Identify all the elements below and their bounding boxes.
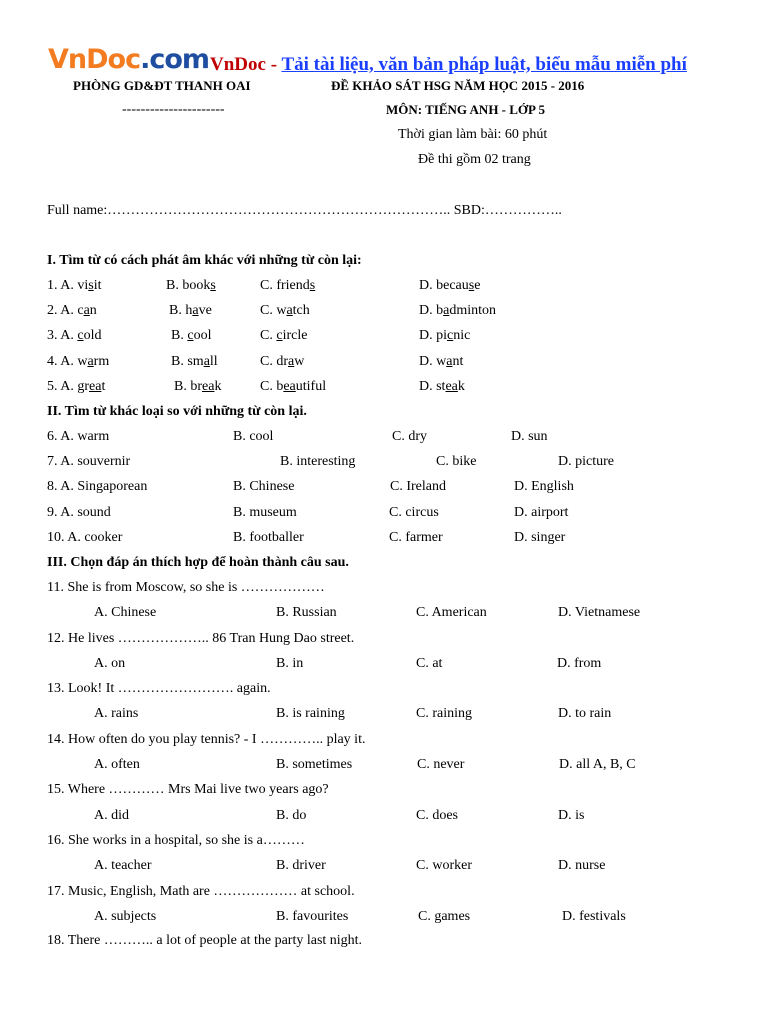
option-a: 10. A. cooker xyxy=(47,529,123,545)
option-b: B. have xyxy=(169,303,212,319)
option-a: 4. A. warm xyxy=(47,353,110,369)
option-c: C. does xyxy=(416,807,458,823)
option-c: C. circle xyxy=(260,328,308,344)
question-18: 18. There ……….. a lot of people at the party last night. xyxy=(47,933,363,948)
option-c: C. circus xyxy=(389,504,439,520)
option-b: B. cool xyxy=(233,429,274,444)
option-d: D. English xyxy=(514,479,574,495)
option-a: 2. A. can xyxy=(47,303,97,319)
exam-pages: Đề thi gồm 02 trang xyxy=(418,152,531,167)
question-text: 15. Where ………… Mrs Mai live two years ago? xyxy=(47,782,329,798)
option-c: C. Ireland xyxy=(390,479,446,495)
option-a: 8. A. Singaporean xyxy=(47,479,148,495)
option-a: 5. A. great xyxy=(47,378,106,394)
option-c: C. farmer xyxy=(389,529,443,545)
option-d: D. picnic xyxy=(419,328,471,344)
header-divider: ---------------------- xyxy=(122,102,225,117)
option-d: D. steak xyxy=(419,378,465,394)
site-banner xyxy=(210,53,687,77)
option-b: B. driver xyxy=(276,858,326,874)
option-b: B. in xyxy=(276,655,304,671)
option-c: C. friends xyxy=(260,278,316,293)
banner-brand: VnDoc - xyxy=(210,54,282,75)
option-d: D. picture xyxy=(558,454,614,470)
option-d: D. festivals xyxy=(562,908,626,924)
option-b: B. favourites xyxy=(276,908,349,924)
option-b: B. cool xyxy=(171,328,212,344)
option-c: C. beautiful xyxy=(260,378,327,394)
exam-title: ĐỀ KHẢO SÁT HSG NĂM HỌC 2015 - 2016 xyxy=(331,78,585,93)
option-d: D. because xyxy=(419,278,481,293)
option-c: C. dry xyxy=(392,429,427,444)
question-text: 17. Music, English, Math are ……………… at school. xyxy=(47,883,355,899)
section-1-heading: I. Tìm từ có cách phát âm khác với những từ còn lại: xyxy=(47,253,362,268)
option-c: C. draw xyxy=(260,353,305,369)
option-c: C. raining xyxy=(416,706,472,722)
option-c: C. watch xyxy=(260,303,310,319)
option-a: 1. A. visit xyxy=(47,278,102,293)
option-c: C. at xyxy=(416,655,443,671)
option-b: B. do xyxy=(276,807,307,823)
option-b: B. break xyxy=(174,378,222,394)
option-c: C. bike xyxy=(436,454,477,470)
option-d: D. from xyxy=(557,655,602,671)
option-a: 3. A. cold xyxy=(47,328,102,344)
option-d: D. airport xyxy=(514,504,569,520)
exam-time: Thời gian làm bài: 60 phút xyxy=(398,127,548,142)
vndoc-logo[interactable] xyxy=(48,44,209,76)
option-a: 7. A. souvernir xyxy=(47,454,131,470)
option-d: D. want xyxy=(419,353,464,369)
option-a: A. did xyxy=(94,807,129,823)
option-d: D. nurse xyxy=(558,858,606,874)
option-b: B. interesting xyxy=(280,454,356,470)
option-b: B. Russian xyxy=(276,605,337,621)
department-name: PHÒNG GD&ĐT THANH OAI xyxy=(73,78,251,93)
section-2-heading: II. Tìm từ khác loại so với những từ còn lại. xyxy=(47,404,307,419)
option-a: A. Chinese xyxy=(94,605,157,621)
option-b: B. small xyxy=(171,353,218,369)
logo-text: VnDoc xyxy=(48,44,141,75)
option-b: B. books xyxy=(166,278,216,293)
option-b: B. footballer xyxy=(233,529,304,545)
option-a: A. subjects xyxy=(94,908,157,924)
option-a: A. rains xyxy=(94,706,139,722)
option-b: B. is raining xyxy=(276,706,345,722)
option-c: C. games xyxy=(418,908,471,924)
section-3-heading: III. Chọn đáp án thích hợp để hoàn thành câu sau. xyxy=(47,555,349,570)
option-d: D. Vietnamese xyxy=(558,605,641,621)
option-a: 9. A. sound xyxy=(47,504,111,520)
option-d: D. sun xyxy=(511,429,548,444)
option-a: A. often xyxy=(94,757,140,772)
question-text: 12. He lives ……………….. 86 Tran Hung Dao street. xyxy=(47,630,355,646)
option-c: C. worker xyxy=(416,858,472,874)
option-b: B. Chinese xyxy=(233,479,295,495)
fullname-field: Full name:……………………………………………………………….. SBD:…………….. xyxy=(47,203,562,218)
question-text: 11. She is from Moscow, so she is ……………… xyxy=(47,580,325,595)
option-a: A. on xyxy=(94,655,126,671)
option-c: C. never xyxy=(417,757,465,772)
option-d: D. badminton xyxy=(419,303,497,319)
logo-domain: .com xyxy=(140,44,210,75)
question-text: 13. Look! It ……………………. again. xyxy=(47,681,271,697)
option-c: C. American xyxy=(416,605,487,621)
question-text: 14. How often do you play tennis? - I ………….. play it. xyxy=(47,731,366,747)
option-d: D. all A, B, C xyxy=(559,757,636,772)
option-d: D. to rain xyxy=(558,706,612,722)
option-a: 6. A. warm xyxy=(47,429,110,444)
question-text: 16. She works in a hospital, so she is a……… xyxy=(47,833,305,848)
banner-link[interactable]: Tải tài liệu, văn bản pháp luật, biểu mẫu miễn phí xyxy=(281,54,687,75)
option-a: A. teacher xyxy=(94,858,152,874)
option-d: D. singer xyxy=(514,529,566,545)
option-d: D. is xyxy=(558,807,585,823)
option-b: B. museum xyxy=(233,504,297,520)
option-b: B. sometimes xyxy=(276,757,353,772)
exam-subject: MÔN: TIẾNG ANH - LỚP 5 xyxy=(386,102,546,117)
